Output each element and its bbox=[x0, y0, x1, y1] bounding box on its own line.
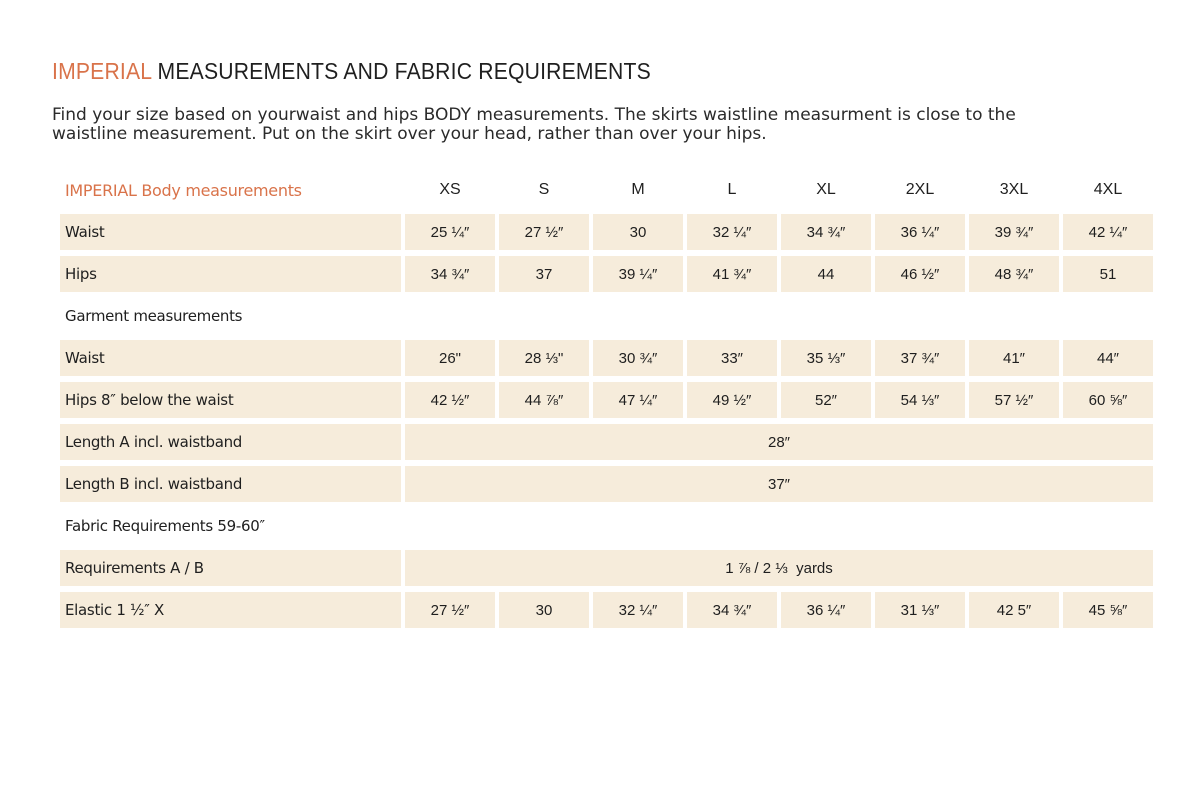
table-cell: 54 ⅓″ bbox=[875, 382, 965, 418]
section-label: Garment measurements bbox=[65, 307, 243, 325]
table-cell: 44 bbox=[781, 256, 871, 292]
table-cell: 42 ½″ bbox=[405, 382, 495, 418]
row-label: Hips 8″ below the waist bbox=[60, 382, 401, 418]
table-cell: 51 bbox=[1063, 256, 1153, 292]
table-cell: 34 ¾″ bbox=[405, 256, 495, 292]
table-cell: 30 bbox=[499, 592, 589, 628]
table-row bbox=[60, 550, 1153, 586]
table-header-row bbox=[60, 172, 1153, 208]
title-accent: IMPERIAL bbox=[52, 58, 152, 84]
row-label: Waist bbox=[60, 214, 401, 250]
header-label: IMPERIAL Body measurements bbox=[65, 180, 302, 200]
table-cell: 37 ¾″ bbox=[875, 340, 965, 376]
table-cell: 31 ⅓″ bbox=[875, 592, 965, 628]
row-label: Elastic 1 ½″ X bbox=[60, 592, 401, 628]
table-cell: 48 ¾″ bbox=[969, 256, 1059, 292]
spanning-cell: 1 ⅞ / 2 ⅓ yards bbox=[405, 550, 1153, 586]
section-row bbox=[60, 508, 1153, 544]
table-cell: 28 ⅓" bbox=[499, 340, 589, 376]
row-label: Hips bbox=[60, 256, 401, 292]
table-cell: 60 ⅝″ bbox=[1063, 382, 1153, 418]
table-cell: 25 ¼″ bbox=[405, 214, 495, 250]
intro-text: Find your size based on yourwaist and hips BODY measurements. The skirts waistline measurment is close to the waistline measurement. Put on the skirt over your head, rather than over your hips. bbox=[52, 105, 1016, 144]
page-title bbox=[52, 58, 651, 85]
table-cell: 32 ¼″ bbox=[593, 592, 683, 628]
measurements-table bbox=[56, 166, 1157, 634]
spanning-cell: 28″ bbox=[405, 424, 1153, 460]
table-cell: 32 ¼″ bbox=[687, 214, 777, 250]
table-row bbox=[60, 340, 1153, 376]
table-row bbox=[60, 382, 1153, 418]
row-label: Length A incl. waistband bbox=[60, 424, 401, 460]
table-row bbox=[60, 466, 1153, 502]
spanning-cell: 37″ bbox=[405, 466, 1153, 502]
row-label: Length B incl. waistband bbox=[60, 466, 401, 502]
table-cell: 39 ¼″ bbox=[593, 256, 683, 292]
table-cell: 45 ⅝″ bbox=[1063, 592, 1153, 628]
table-cell: 27 ½″ bbox=[499, 214, 589, 250]
size-header: XL bbox=[816, 181, 836, 198]
table-cell: 26" bbox=[405, 340, 495, 376]
table-cell: 30 ¾″ bbox=[593, 340, 683, 376]
table-cell: 46 ½″ bbox=[875, 256, 965, 292]
table-cell: 52″ bbox=[781, 382, 871, 418]
row-label: Requirements A / B bbox=[60, 550, 401, 586]
table-cell: 57 ½″ bbox=[969, 382, 1059, 418]
table-row bbox=[60, 592, 1153, 628]
table-cell: 39 ¾″ bbox=[969, 214, 1059, 250]
table-cell: 27 ½″ bbox=[405, 592, 495, 628]
title-rest: MEASUREMENTS AND FABRIC REQUIREMENTS bbox=[151, 58, 651, 84]
table-cell: 36 ¼″ bbox=[781, 592, 871, 628]
size-header: M bbox=[631, 181, 645, 198]
size-header: 2XL bbox=[905, 181, 935, 198]
table-cell: 41″ bbox=[969, 340, 1059, 376]
table-cell: 33″ bbox=[687, 340, 777, 376]
table-cell: 34 ¾″ bbox=[687, 592, 777, 628]
size-header: 4XL bbox=[1093, 181, 1123, 198]
section-row bbox=[60, 298, 1153, 334]
table-cell: 47 ¼″ bbox=[593, 382, 683, 418]
table-cell: 42 ¼″ bbox=[1063, 214, 1153, 250]
section-label: Fabric Requirements 59-60″ bbox=[65, 517, 265, 535]
size-header: L bbox=[727, 181, 737, 198]
table-row bbox=[60, 214, 1153, 250]
size-header: XS bbox=[439, 181, 461, 198]
table-cell: 44 ⅞″ bbox=[499, 382, 589, 418]
table-row bbox=[60, 256, 1153, 292]
table-cell: 35 ⅓″ bbox=[781, 340, 871, 376]
table-cell: 41 ¾″ bbox=[687, 256, 777, 292]
size-header: S bbox=[538, 181, 550, 198]
table-row bbox=[60, 424, 1153, 460]
table-cell: 44″ bbox=[1063, 340, 1153, 376]
table-cell: 30 bbox=[593, 214, 683, 250]
row-label: Waist bbox=[60, 340, 401, 376]
table-cell: 49 ½″ bbox=[687, 382, 777, 418]
table-cell: 37 bbox=[499, 256, 589, 292]
table-cell: 36 ¼″ bbox=[875, 214, 965, 250]
table-cell: 42 5″ bbox=[969, 592, 1059, 628]
table-cell: 34 ¾″ bbox=[781, 214, 871, 250]
size-header: 3XL bbox=[999, 181, 1029, 198]
